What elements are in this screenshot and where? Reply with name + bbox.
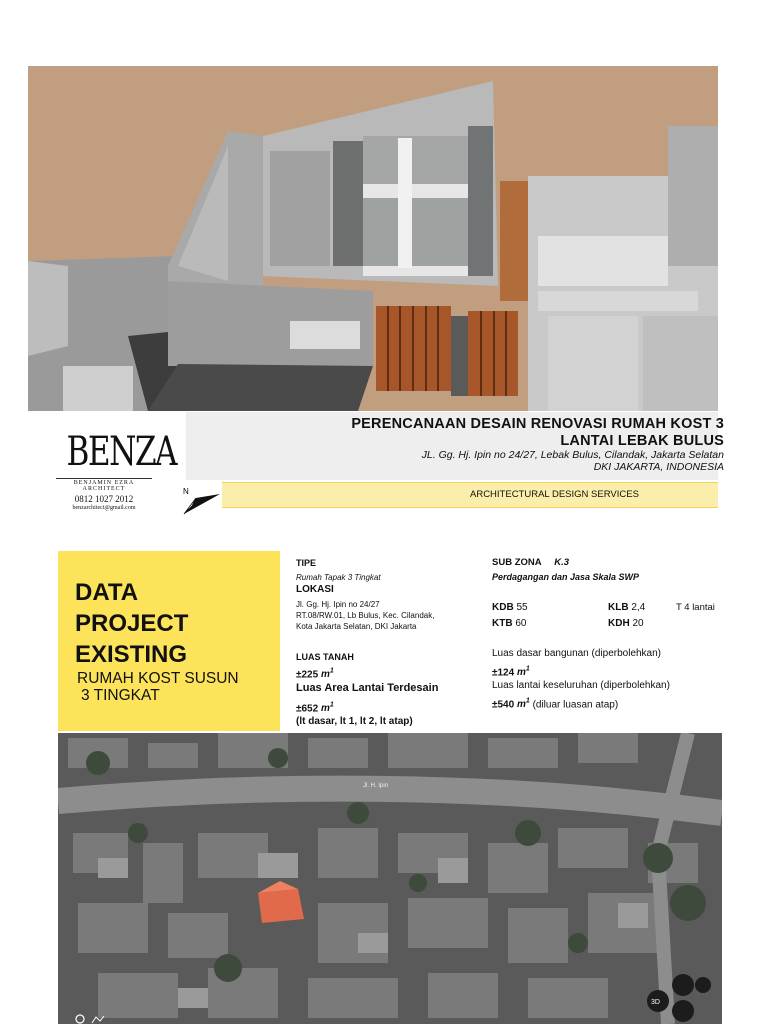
floors-label: T 4 lantai: [676, 602, 715, 613]
kdh-row: [608, 618, 644, 629]
logo-wordmark: BENZA: [66, 429, 176, 475]
lokasi-value: [296, 599, 434, 632]
luas-tanah-value: ±225: [296, 669, 319, 681]
luas-dasar-row: [492, 664, 530, 678]
project-address-line-2: DKI JAKARTA, INDONESIA: [593, 461, 724, 473]
luas-tanah-label: LUAS TANAH: [296, 652, 354, 662]
kdb-value: 55: [516, 602, 528, 613]
lokasi-label: LOKASI: [296, 584, 334, 595]
luas-dasar-value: ±124: [492, 667, 515, 679]
lokasi-line-2: RT.08/RW.01, Lb Bulus, Kec. Cilandak,: [296, 611, 435, 620]
luas-lantai-label: Luas lantai keseluruhan (diperbolehkan): [492, 680, 670, 691]
klb-row: [608, 602, 645, 613]
aerial-map-image: [58, 733, 722, 1024]
luas-lantai-unit: m: [516, 699, 526, 711]
sub-zona-row: [492, 557, 569, 568]
data-project-title: [75, 577, 188, 670]
klb-value: 2,4: [631, 602, 646, 613]
logo-subtitle: BENJAMIN EZRA ARCHITECT: [56, 478, 152, 492]
data-project-subtitle: [77, 670, 239, 704]
north-label: N: [183, 487, 189, 496]
logo-email: benzarchitect@gmail.com: [72, 505, 136, 511]
kdh-label: KDH: [608, 618, 630, 629]
luas-area-value: ±652: [296, 703, 319, 715]
services-label: ARCHITECTURAL DESIGN SERVICES: [470, 489, 639, 500]
lokasi-line-3: Kota Jakarta Selatan, DKI Jakarta: [296, 622, 417, 631]
luas-tanah-unit: m: [320, 669, 330, 681]
data-title-line-2: PROJECT: [75, 610, 189, 637]
logo-phone: 0812 1027 2012: [74, 494, 134, 504]
tipe-label: TIPE: [296, 558, 317, 568]
luas-dasar-unit: m: [516, 667, 526, 679]
luas-area-note: (lt dasar, lt 1, lt 2, lt atap): [296, 716, 413, 727]
sub-zona-value: K.3: [554, 557, 570, 568]
building-render-image: [28, 66, 718, 411]
map-street-label: Jl. H. Ipin: [363, 783, 389, 789]
project-title-line-2: LANTAI LEBAK BULUS: [560, 433, 724, 449]
luas-tanah-unit-exp: 1: [329, 668, 334, 675]
project-title-line-1: PERENCANAAN DESAIN RENOVASI RUMAH KOST 3: [351, 416, 724, 432]
kdb-label: KDB: [492, 602, 514, 613]
luas-lantai-row: [492, 696, 618, 710]
luas-area-unit: m: [320, 703, 330, 715]
project-title: [264, 416, 724, 450]
benza-logo: [56, 429, 176, 511]
sub-zona-desc: Perdagangan dan Jasa Skala SWP: [492, 572, 640, 582]
data-title-line-3: EXISTING: [75, 641, 188, 668]
north-arrow-icon: [180, 478, 224, 523]
luas-area-row: [296, 700, 334, 714]
lokasi-line-1: Jl. Gg. Hj. Ipin no 24/27: [296, 600, 380, 609]
luas-dasar-unit-exp: 1: [525, 666, 530, 673]
kdh-value: 20: [632, 618, 644, 629]
ktb-value: 60: [515, 618, 527, 629]
tipe-value: Rumah Tapak 3 Tingkat: [296, 573, 381, 582]
project-address: [264, 449, 724, 473]
kdb-row: [492, 602, 528, 613]
luas-tanah-row: [296, 666, 334, 680]
data-subtitle-line-2: 3 TINGKAT: [81, 687, 160, 704]
data-title-line-1: DATA: [75, 579, 139, 606]
map-3d-label: 3D: [651, 999, 660, 1006]
luas-dasar-label: Luas dasar bangunan (diperbolehkan): [492, 648, 662, 659]
data-subtitle-line-1: RUMAH KOST SUSUN: [77, 670, 239, 687]
luas-area-label: Luas Area Lantai Terdesain: [296, 682, 439, 694]
project-address-line-1: JL. Gg. Hj. Ipin no 24/27, Lebak Bulus, Cilandak, Jakarta Selatan: [421, 449, 724, 461]
ktb-label: KTB: [492, 618, 513, 629]
luas-lantai-value: ±540: [492, 699, 515, 711]
klb-label: KLB: [608, 602, 629, 613]
sub-zona-label: SUB ZONA: [492, 557, 542, 568]
luas-area-unit-exp: 1: [329, 702, 334, 709]
luas-lantai-note: (diluar luasan atap): [532, 699, 619, 711]
ktb-row: [492, 618, 526, 629]
luas-lantai-unit-exp: 1: [525, 698, 530, 705]
